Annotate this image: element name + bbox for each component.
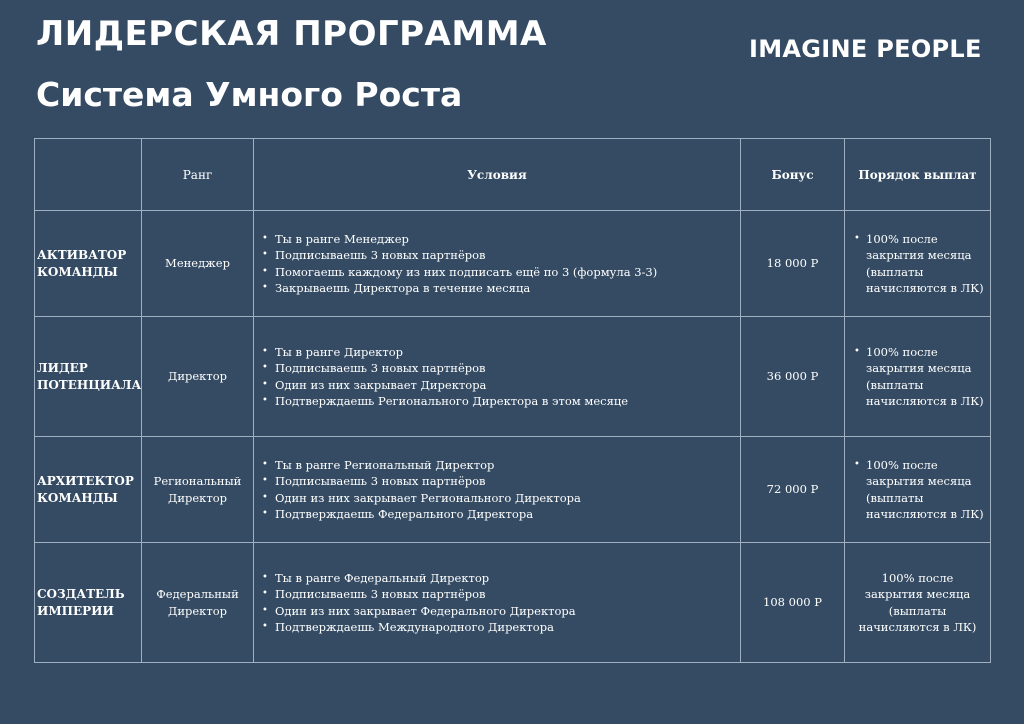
payout-item: • 100% после закрытия месяца (выплаты начисляются в ЛК) (866, 344, 984, 410)
payout-cell: 100% после закрытия месяца (выплаты начисляются в ЛК) (845, 543, 991, 663)
condition-item: • Подписываешь 3 новых партнёров (275, 247, 740, 264)
level-name-cell (35, 211, 142, 317)
conditions-cell (254, 437, 741, 543)
condition-item: • Подписываешь 3 новых партнёров (275, 586, 740, 603)
payout-cell (845, 317, 991, 437)
conditions-cell (254, 211, 741, 317)
level-name-line: КОМАНДЫ (37, 490, 118, 505)
rank-cell: Менеджер (142, 211, 254, 317)
condition-item: • Помогаешь каждому из них подписать ещё по 3 (формула 3-3) (275, 264, 740, 281)
rank-cell: Федеральный Директор (142, 543, 254, 663)
bonus-cell: 72 000 Р (741, 437, 845, 543)
column-header-name (35, 139, 142, 211)
condition-item: • Один из них закрывает Директора (275, 377, 740, 394)
condition-item: • Закрываешь Директора в течение месяца (275, 280, 740, 297)
level-name-line: АРХИТЕКТОР (37, 473, 134, 488)
level-name-line: КОМАНДЫ (37, 264, 118, 279)
level-name-line: ИМПЕРИИ (37, 603, 114, 618)
level-name-line: ПОТЕНЦИАЛА (37, 377, 142, 392)
condition-item: • Подписываешь 3 новых партнёров (275, 360, 740, 377)
table-row (35, 317, 991, 437)
condition-item: • Подтверждаешь Регионального Директора в этом месяце (275, 393, 740, 410)
payout-cell (845, 211, 991, 317)
table-row (35, 211, 991, 317)
level-name-cell (35, 543, 142, 663)
program-table (34, 138, 991, 663)
condition-item: • Подтверждаешь Федерального Директора (275, 506, 740, 523)
level-name-cell (35, 437, 142, 543)
condition-item: • Один из них закрывает Регионального Директора (275, 490, 740, 507)
table-row (35, 543, 991, 663)
condition-item: • Ты в ранге Федеральный Директор (275, 570, 740, 587)
bonus-cell: 36 000 Р (741, 317, 845, 437)
column-header-rank: Ранг (142, 139, 254, 211)
bonus-cell: 108 000 Р (741, 543, 845, 663)
table-header-row (35, 139, 991, 211)
level-name-line: АКТИВАТОР (37, 247, 127, 262)
payout-cell (845, 437, 991, 543)
condition-item: • Подтверждаешь Международного Директора (275, 619, 740, 636)
payout-item: • 100% после закрытия месяца (выплаты начисляются в ЛК) (866, 231, 984, 297)
payout-item: • 100% после закрытия месяца (выплаты начисляются в ЛК) (866, 457, 984, 523)
rank-cell: Директор (142, 317, 254, 437)
conditions-cell (254, 543, 741, 663)
condition-item: • Один из них закрывает Федерального Директора (275, 603, 740, 620)
conditions-cell (254, 317, 741, 437)
column-header-payout: Порядок выплат (845, 139, 991, 211)
column-header-conditions: Условия (254, 139, 741, 211)
condition-item: • Подписываешь 3 новых партнёров (275, 473, 740, 490)
level-name-cell (35, 317, 142, 437)
page-title: ЛИДЕРСКАЯ ПРОГРАММА (36, 14, 547, 54)
condition-item: • Ты в ранге Директор (275, 344, 740, 361)
column-header-bonus: Бонус (741, 139, 845, 211)
bonus-cell: 18 000 Р (741, 211, 845, 317)
condition-item: • Ты в ранге Региональный Директор (275, 457, 740, 474)
brand-logo-text: IMAGINE PEOPLE (749, 35, 982, 63)
page-subtitle: Система Умного Роста (36, 75, 463, 114)
level-name-line: СОЗДАТЕЛЬ (37, 586, 125, 601)
level-name-line: ЛИДЕР (37, 360, 88, 375)
rank-cell: Региональный Директор (142, 437, 254, 543)
table-row (35, 437, 991, 543)
condition-item: • Ты в ранге Менеджер (275, 231, 740, 248)
